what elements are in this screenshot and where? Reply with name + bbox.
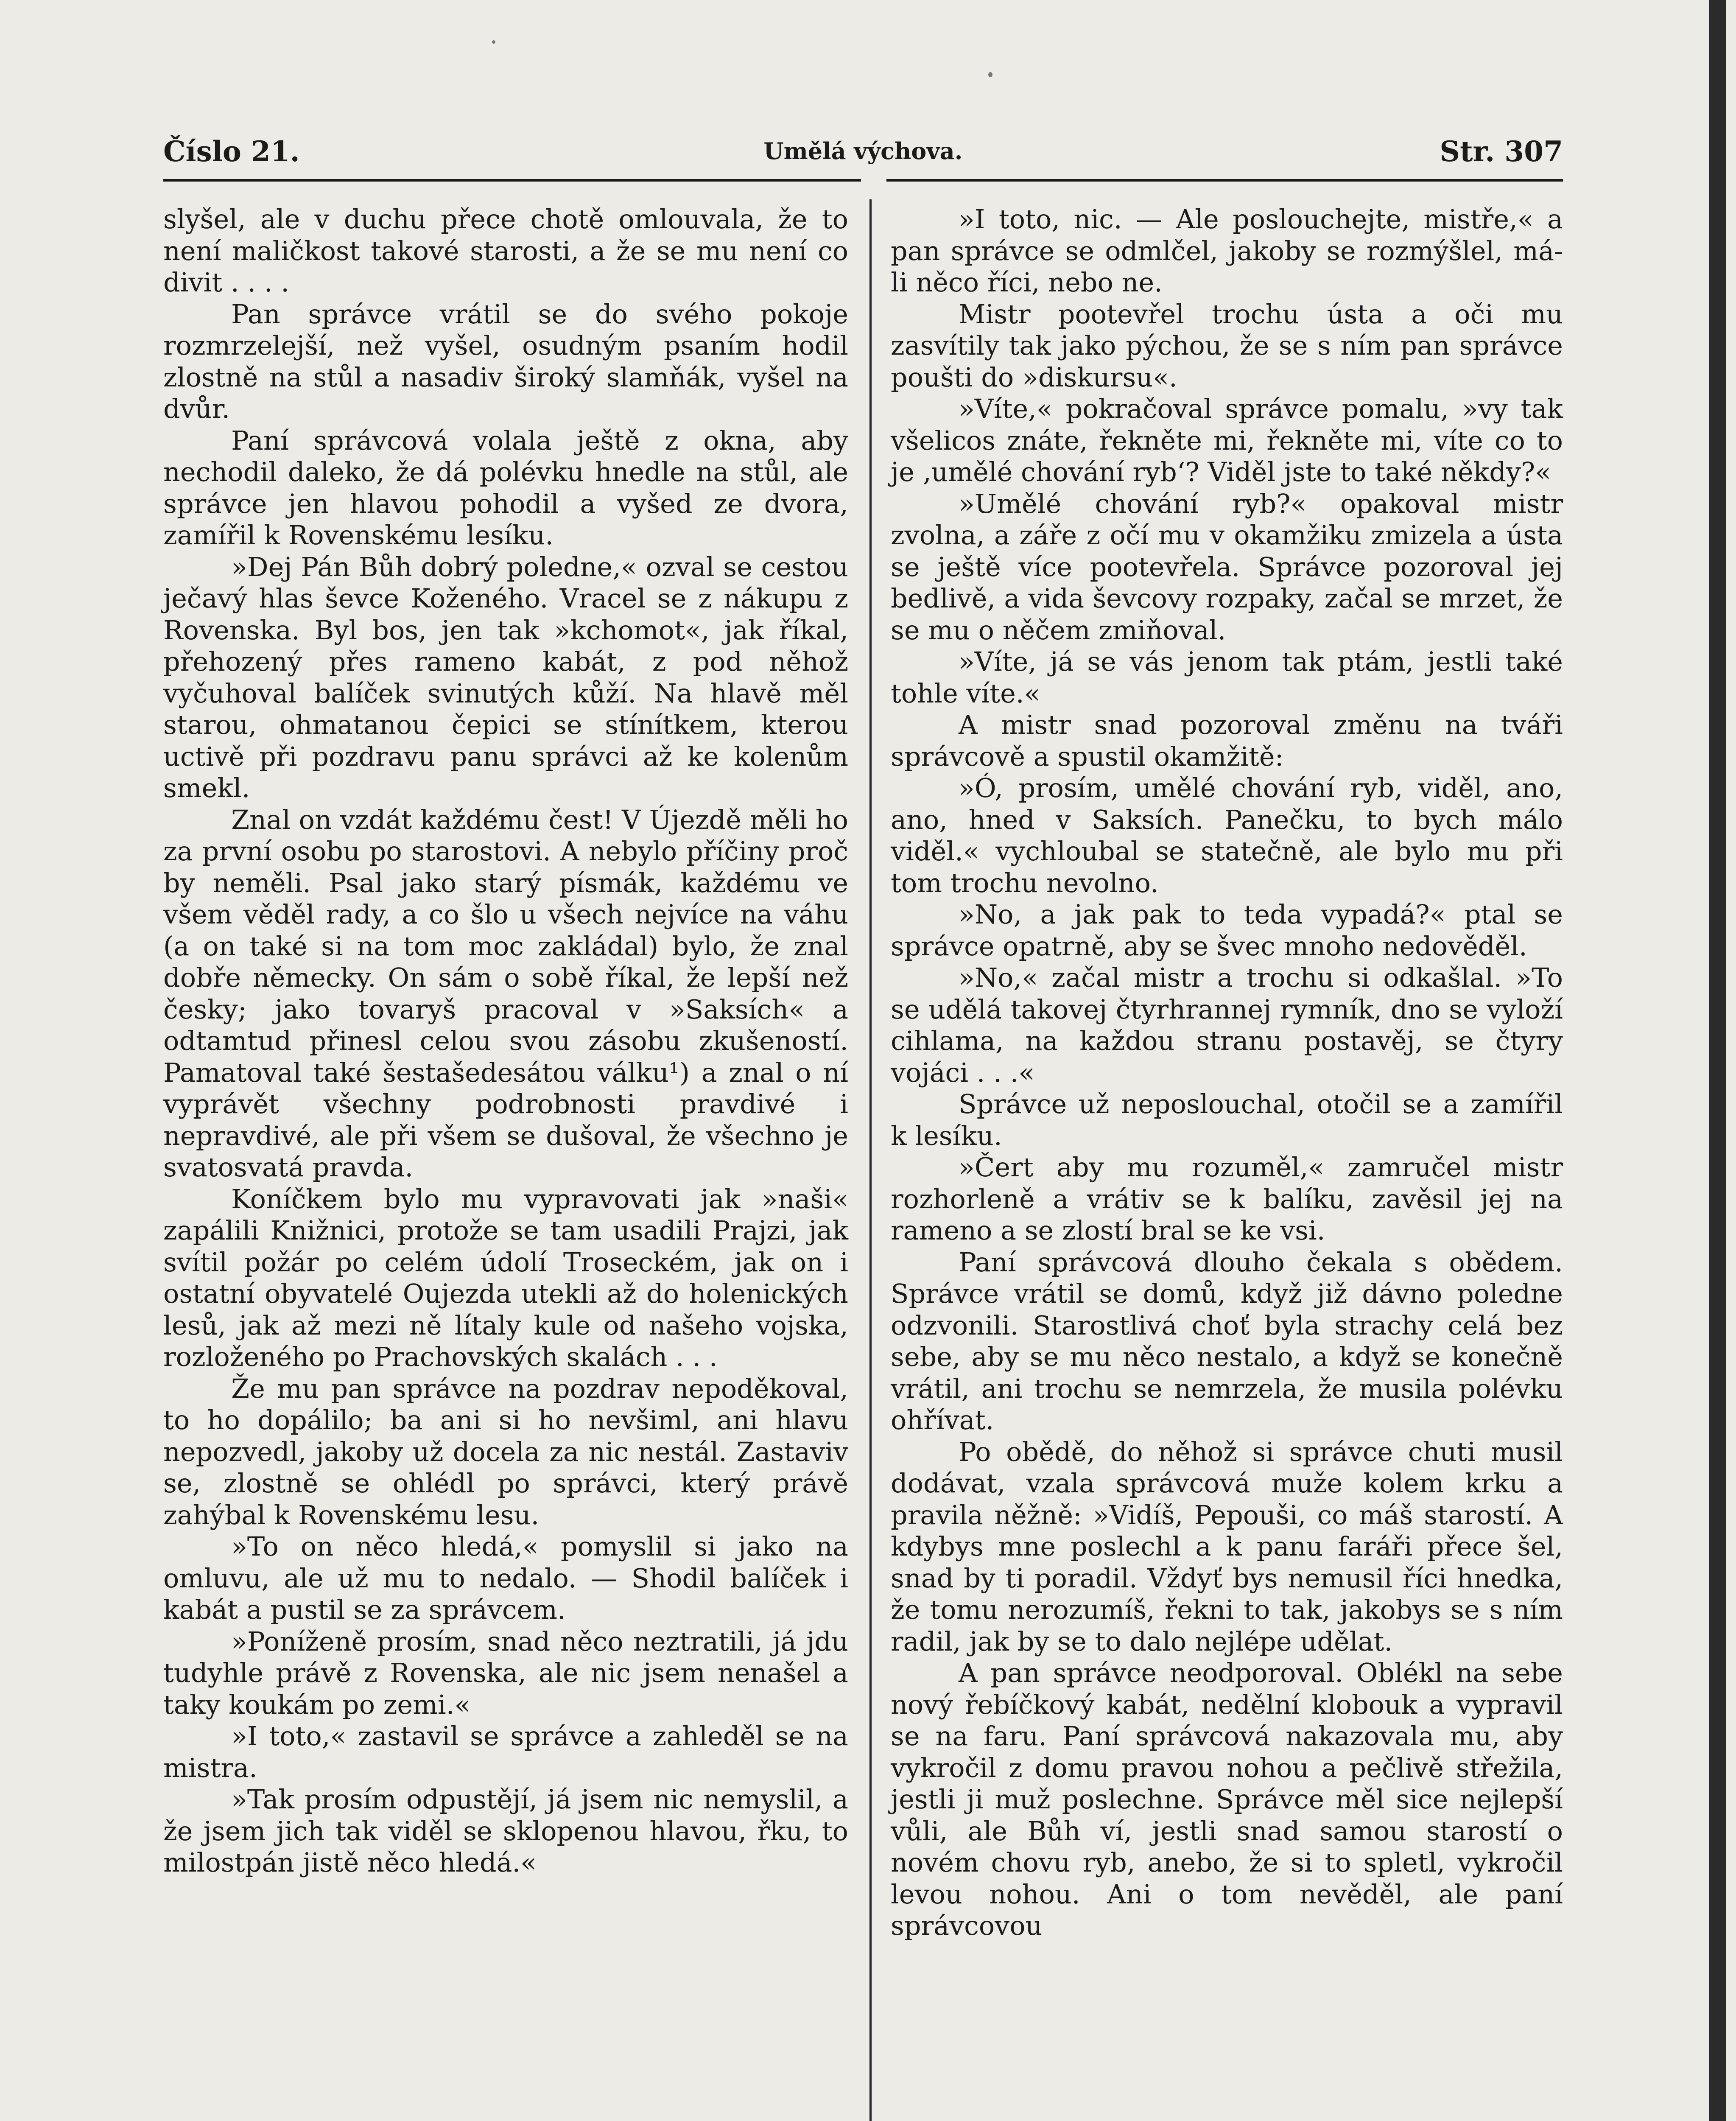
header-rule-left <box>163 179 861 182</box>
paragraph: Koníčkem bylo mu vypravovati jak »naši« zapálili Knižnici, protože se tam usadili Prajzi, jak svítil požár po celém údolí Troseckém, jak on i ostatní obyvatelé Oujezda utekli až do holenických lesů, jak až mezi ně lítaly kule od našeho vojska, rozloženého po Prachovských skalách . . . <box>163 1183 848 1372</box>
paragraph: slyšel, ale v duchu přece chotě omlouvala, že to není maličkost takové starosti, a že se mu není co divit . . . . <box>163 204 848 298</box>
paragraph: Správce už neposlouchal, otočil se a zamířil k lesíku. <box>891 1088 1563 1151</box>
page-header <box>163 135 1563 182</box>
header-rule-right <box>886 179 1563 182</box>
scan-speck <box>492 40 495 44</box>
paragraph: Pan správce vrátil se do svého pokoje rozmrzelejší, než vyšel, osudným psaním hodil zlostně na stůl a nasadiv široký slamňák, vyšel na dvůr. <box>163 298 848 424</box>
scan-speck <box>1709 0 1726 2121</box>
paragraph: »No, a jak pak to teda vypadá?« ptal se správce opatrně, aby se švec mnoho nedověděl. <box>891 899 1563 962</box>
paragraph: »Víte, já se vás jenom tak ptám, jestli také tohle víte.« <box>891 646 1563 709</box>
paragraph: Po obědě, do něhož si správce chuti musil dodávat, vzala správcová muže kolem krku a pravila něžně: »Vidíš, Pepouši, co máš starostí. A kdybys mne poslechl a k panu faráři přece šel, snad by ti poradil. Vždyť bys nemusil říci hnedka, že tomu nerozumíš, řekni to tak, jakobys se s ním radil, jak by se to dalo nejlépe udělat. <box>891 1436 1563 1657</box>
paragraph: Že mu pan správce na pozdrav nepoděkoval, to ho dopálilo; ba ani si ho nevšiml, ani hlavu nepozvedl, jakoby už docela za nic nestál. Zastaviv se, zlostně se ohlédl po správci, který právě zahýbal k Rovenskému lesu. <box>163 1373 848 1531</box>
paragraph: Paní správcová dlouho čekala s obědem. Správce vrátil se domů, když již dávno poledne odzvonili. Starostlivá choť byla strachy celá bez sebe, aby se mu něco nestalo, a když se konečně vrátil, ani trochu se nemrzela, že musila polévku ohřívat. <box>891 1246 1563 1435</box>
paragraph: »No,« začal mistr a trochu si odkašlal. »To se udělá takovej čtyrhrannej rymník, dno se vyloží cihlama, na každou stranu postavěj, se čtyry vojáci . . .« <box>891 962 1563 1088</box>
paragraph: »Poníženě prosím, snad něco neztratili, já jdu tudyhle právě z Rovenska, ale nic jsem nenašel a taky koukám po zemi.« <box>163 1626 848 1720</box>
paragraph: »Umělé chování ryb?« opakoval mistr zvolna, a záře z očí mu v okamžiku zmizela a ústa se ještě více pootevřela. Správce pozoroval jej bedlivě, a vida ševcovy rozpaky, začal se mrzet, že se mu o něčem zmiňoval. <box>891 488 1563 646</box>
paragraph: »Víte,« pokračoval správce pomalu, »vy tak všelicos znáte, řekněte mi, řekněte mi, víte co to je ‚umělé chování ryb‘? Viděl jste to také někdy?« <box>891 393 1563 487</box>
paragraph: »I toto,« zastavil se správce a zahleděl se na mistra. <box>163 1721 848 1783</box>
paragraph: »Ó, prosím, umělé chování ryb, viděl, ano, ano, hned v Saksích. Panečku, to bych málo viděl.« vychloubal se statečně, ale bylo mu při tom trochu nevolno. <box>891 772 1563 898</box>
page-number: Str. 307 <box>1440 135 1563 168</box>
paragraph: »I toto, nic. — Ale poslouchejte, mistře,« a pan správce se odmlčel, jakoby se rozmýšlel, má-li něco říci, nebo ne. <box>891 204 1563 298</box>
scan-speck <box>988 72 992 77</box>
paragraph: »To on něco hledá,« pomyslil si jako na omluvu, ale už mu to nedalo. — Shodil balíček i kabát a pustil se za správcem. <box>163 1531 848 1625</box>
paragraph: »Čert aby mu rozuměl,« zamručel mistr rozhorleně a vrátiv se k balíku, zavěsil jej na rameno a se zlostí bral se ke vsi. <box>891 1152 1563 1246</box>
paragraph: A mistr snad pozoroval změnu na tváři správcově a spustil okamžitě: <box>891 709 1563 772</box>
paragraph: Paní správcová volala ještě z okna, aby nechodil daleko, že dá polévku hnedle na stůl, ale správce jen hlavou pohodil a vyšed ze dvora, zamířil k Rovenskému lesíku. <box>163 425 848 551</box>
left-column <box>163 204 848 1879</box>
paragraph: »Dej Pán Bůh dobrý poledne,« ozval se cestou ječavý hlas ševce Koženého. Vracel se z nákupu z Rovenska. Byl bos, jen tak »kchomot«, jak říkal, přehozený přes rameno kabát, z pod něhož vyčuhoval balíček svinutých kůží. Na hlavě měl starou, ohmatanou čepici se stínítkem, kterou uctivě při pozdravu panu správci až ke kolenům smekl. <box>163 551 848 803</box>
paragraph: Znal on vzdát každému čest! V Újezdě měli ho za první osobu po starostovi. A nebylo příčiny proč by neměli. Psal jako starý písmák, každému ve všem věděl rady, a co šlo u všech nejvíce na váhu (a on také si na tom moc zakládal) bylo, že znal dobře německy. On sám o sobě říkal, že lepší než česky; jako tovaryš pracoval v »Saksích« a odtamtud přinesl celou svou zásobu zkušeností. Pamatoval také šestašedesátou válku¹) a znal o ní vyprávět všechny podrobnosti pravdivé i nepravdivé, ale při všem se dušoval, že všechno je svatosvatá pravda. <box>163 804 848 1183</box>
issue-number: Číslo 21. <box>163 135 300 168</box>
journal-title: Umělá výchova. <box>763 137 963 165</box>
paragraph: Mistr pootevřel trochu ústa a oči mu zasvítily tak jako pýchou, že se s ním pan správce poušti do »diskursu«. <box>891 298 1563 393</box>
right-column <box>891 204 1563 1942</box>
paragraph: »Tak prosím odpustějí, já jsem nic nemyslil, a že jsem jich tak viděl se sklopenou hlavou, řku, to milostpán jistě něco hledá.« <box>163 1784 848 1878</box>
paragraph: A pan správce neodporoval. Oblékl na sebe nový řebíčkový kabát, nedělní klobouk a vypravil se na faru. Paní správcová nakazovala mu, aby vykročil z domu pravou nohou a pečlivě střežila, jestli ji muž poslechne. Správce měl sice nejlepší vůli, ale Bůh ví, jestli snad samou starostí o novém chovu ryb, anebo, že si to spletl, vykročil levou nohou. Ani o tom nevěděl, ale paní správcovou <box>891 1657 1563 1941</box>
column-divider <box>869 199 872 2121</box>
